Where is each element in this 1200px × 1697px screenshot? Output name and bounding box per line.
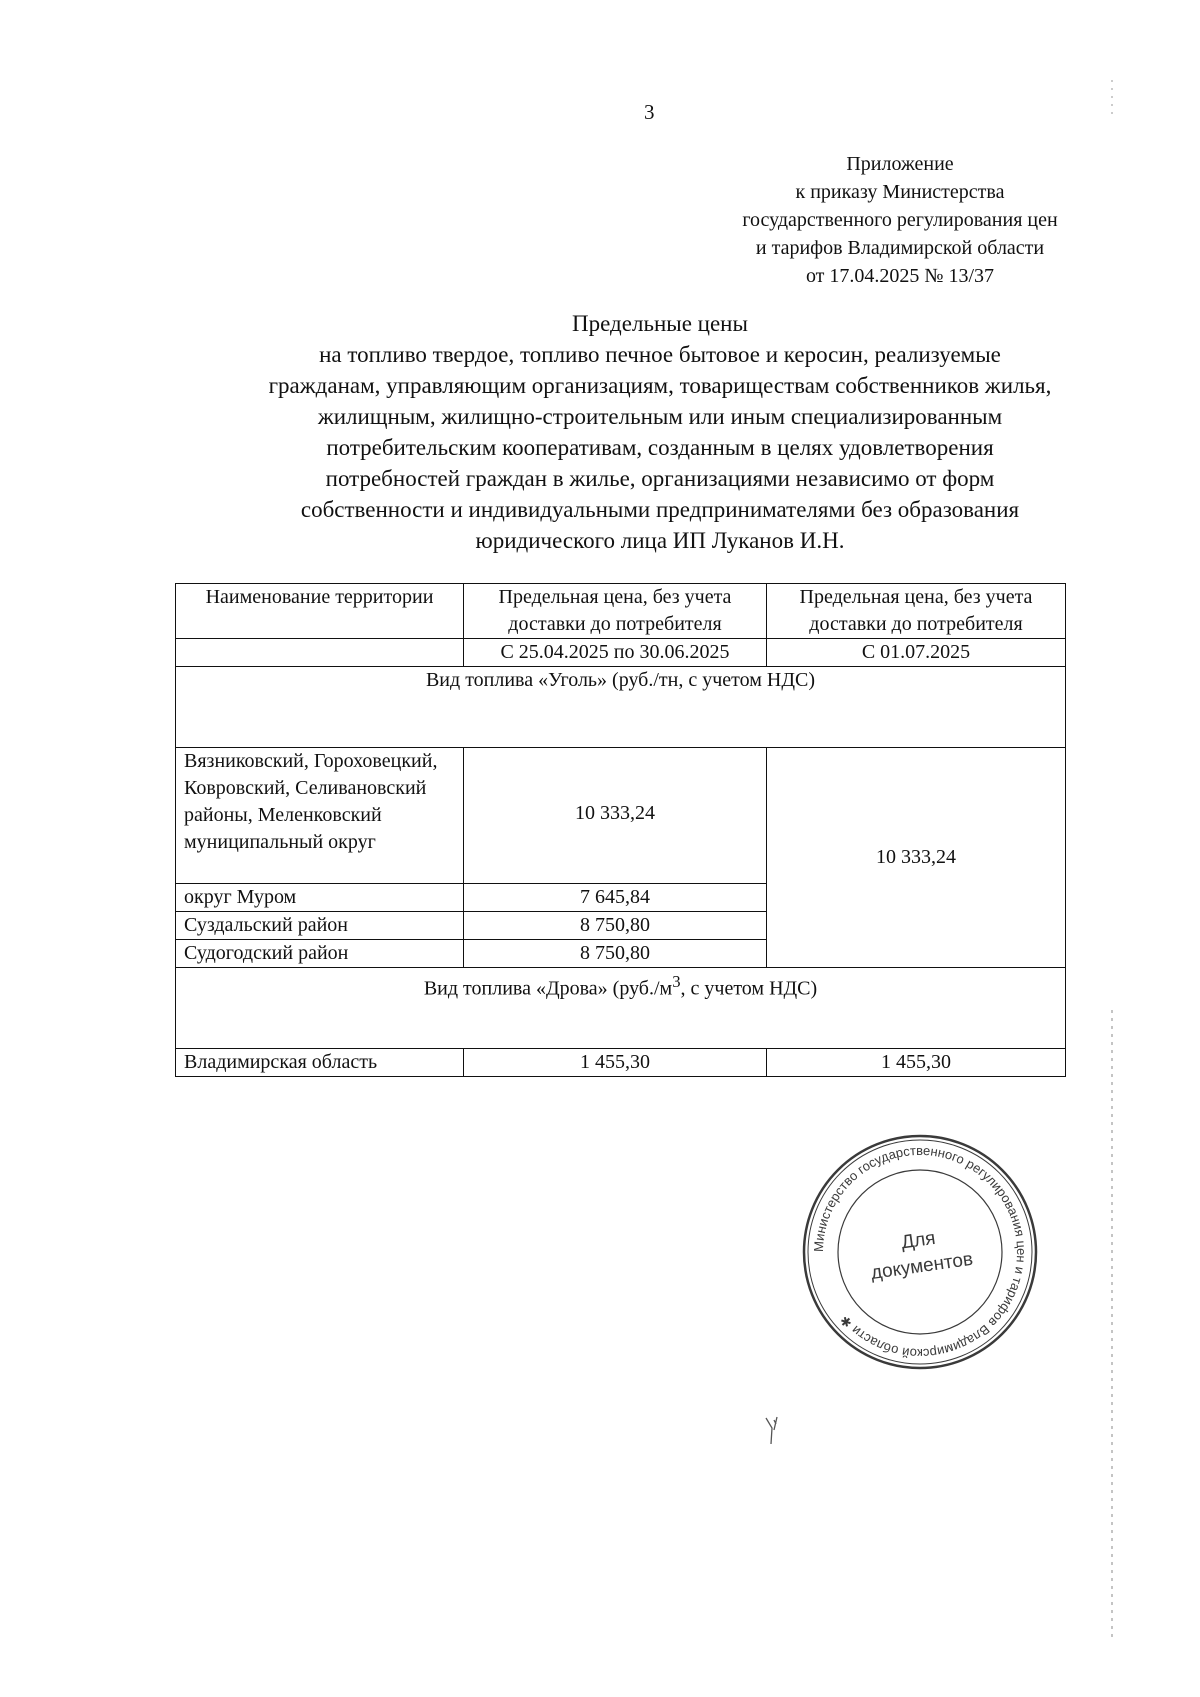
appendix-block xyxy=(660,150,1140,290)
price-cell: 8 750,80 xyxy=(464,940,767,968)
appendix-line: государственного регулирования цен xyxy=(742,209,1058,231)
title-line: потребностей граждан в жилье, организациями независимо от форм xyxy=(325,466,995,491)
section-label-wood xyxy=(176,968,1066,1049)
stamp-outer-ring xyxy=(804,1136,1036,1368)
handwritten-mark xyxy=(762,1414,784,1448)
appendix-line: к приказу Министерства xyxy=(795,181,1005,203)
section-label-wood-end: , с учетом НДС) xyxy=(680,977,818,1000)
section-row-coal xyxy=(176,667,1066,748)
territory-cell: округ Муром xyxy=(176,884,464,912)
period-empty xyxy=(176,639,464,667)
stamp-ring-text-wrap xyxy=(811,1143,1029,1361)
table-header-row xyxy=(176,584,1066,639)
territory-cell: Судогодский район xyxy=(176,940,464,968)
price-cell: 8 750,80 xyxy=(464,912,767,940)
stamp-center-line1: Для xyxy=(899,1227,937,1254)
stamp-outer-ring-inner xyxy=(808,1140,1032,1364)
stamp-center-line2: документов xyxy=(869,1248,975,1284)
appendix-line: и тарифов Владимирской области xyxy=(755,237,1045,259)
table-row xyxy=(176,748,1066,884)
territory-cell: Вязниковский, Гороховецкий, Ковровский, Селивановский районы, Меленковский муниципальный округ xyxy=(176,748,464,884)
section-label-wood-start: Вид топлива «Дрова» (руб./м xyxy=(423,977,673,1000)
page-number: 3 xyxy=(644,100,655,124)
section-label-wood-sup: 3 xyxy=(672,972,681,991)
official-stamp xyxy=(800,1132,1040,1372)
price-cell: 7 645,84 xyxy=(464,884,767,912)
price-cell: 1 455,30 xyxy=(464,1049,767,1077)
header-price-period2: Предельная цена, без учета доставки до потребителя xyxy=(767,584,1066,639)
appendix-line: от 17.04.2025 № 13/37 xyxy=(805,265,995,287)
appendix-line: Приложение xyxy=(846,153,954,175)
stamp-ring-text: Министерство государственного регулирования цен и тарифов Владимирской области ✱ xyxy=(810,1142,1030,1362)
table-row xyxy=(176,1049,1066,1077)
section-row-wood xyxy=(176,968,1066,1049)
title-heading: Предельные цены xyxy=(572,311,748,336)
title-line: на топливо твердое, топливо печное бытовое и керосин, реализуемые xyxy=(319,342,1001,367)
table-period-row xyxy=(176,639,1066,667)
price-table xyxy=(175,583,1066,1077)
title-line: жилищным, жилищно-строительным или иным специализированным xyxy=(317,404,1003,429)
header-price-period1: Предельная цена, без учета доставки до потребителя xyxy=(464,584,767,639)
territory-cell: Суздальский район xyxy=(176,912,464,940)
header-territory: Наименование территории xyxy=(176,584,464,639)
period-2: С 01.07.2025 xyxy=(767,639,1066,667)
title-line: юридического лица ИП Луканов И.Н. xyxy=(475,528,845,553)
price-cell-merged: 10 333,24 xyxy=(767,748,1066,968)
price-cell: 10 333,24 xyxy=(464,748,767,884)
period-1: С 25.04.2025 по 30.06.2025 xyxy=(464,639,767,667)
document-title xyxy=(160,308,1160,556)
stamp-inner-ring xyxy=(838,1170,1002,1334)
title-line: собственности и индивидуальными предпринимателями без образования xyxy=(300,497,1020,522)
section-label-coal: Вид топлива «Уголь» (руб./тн, с учетом НДС) xyxy=(176,667,1066,748)
territory-cell: Владимирская область xyxy=(176,1049,464,1077)
title-line: потребительским кооперативам, созданным в целях удовлетворения xyxy=(326,435,994,460)
price-cell: 1 455,30 xyxy=(767,1049,1066,1077)
title-line: гражданам, управляющим организациям, товариществам собственников жилья, xyxy=(268,373,1052,398)
scan-edge-marks xyxy=(1110,80,1114,1640)
